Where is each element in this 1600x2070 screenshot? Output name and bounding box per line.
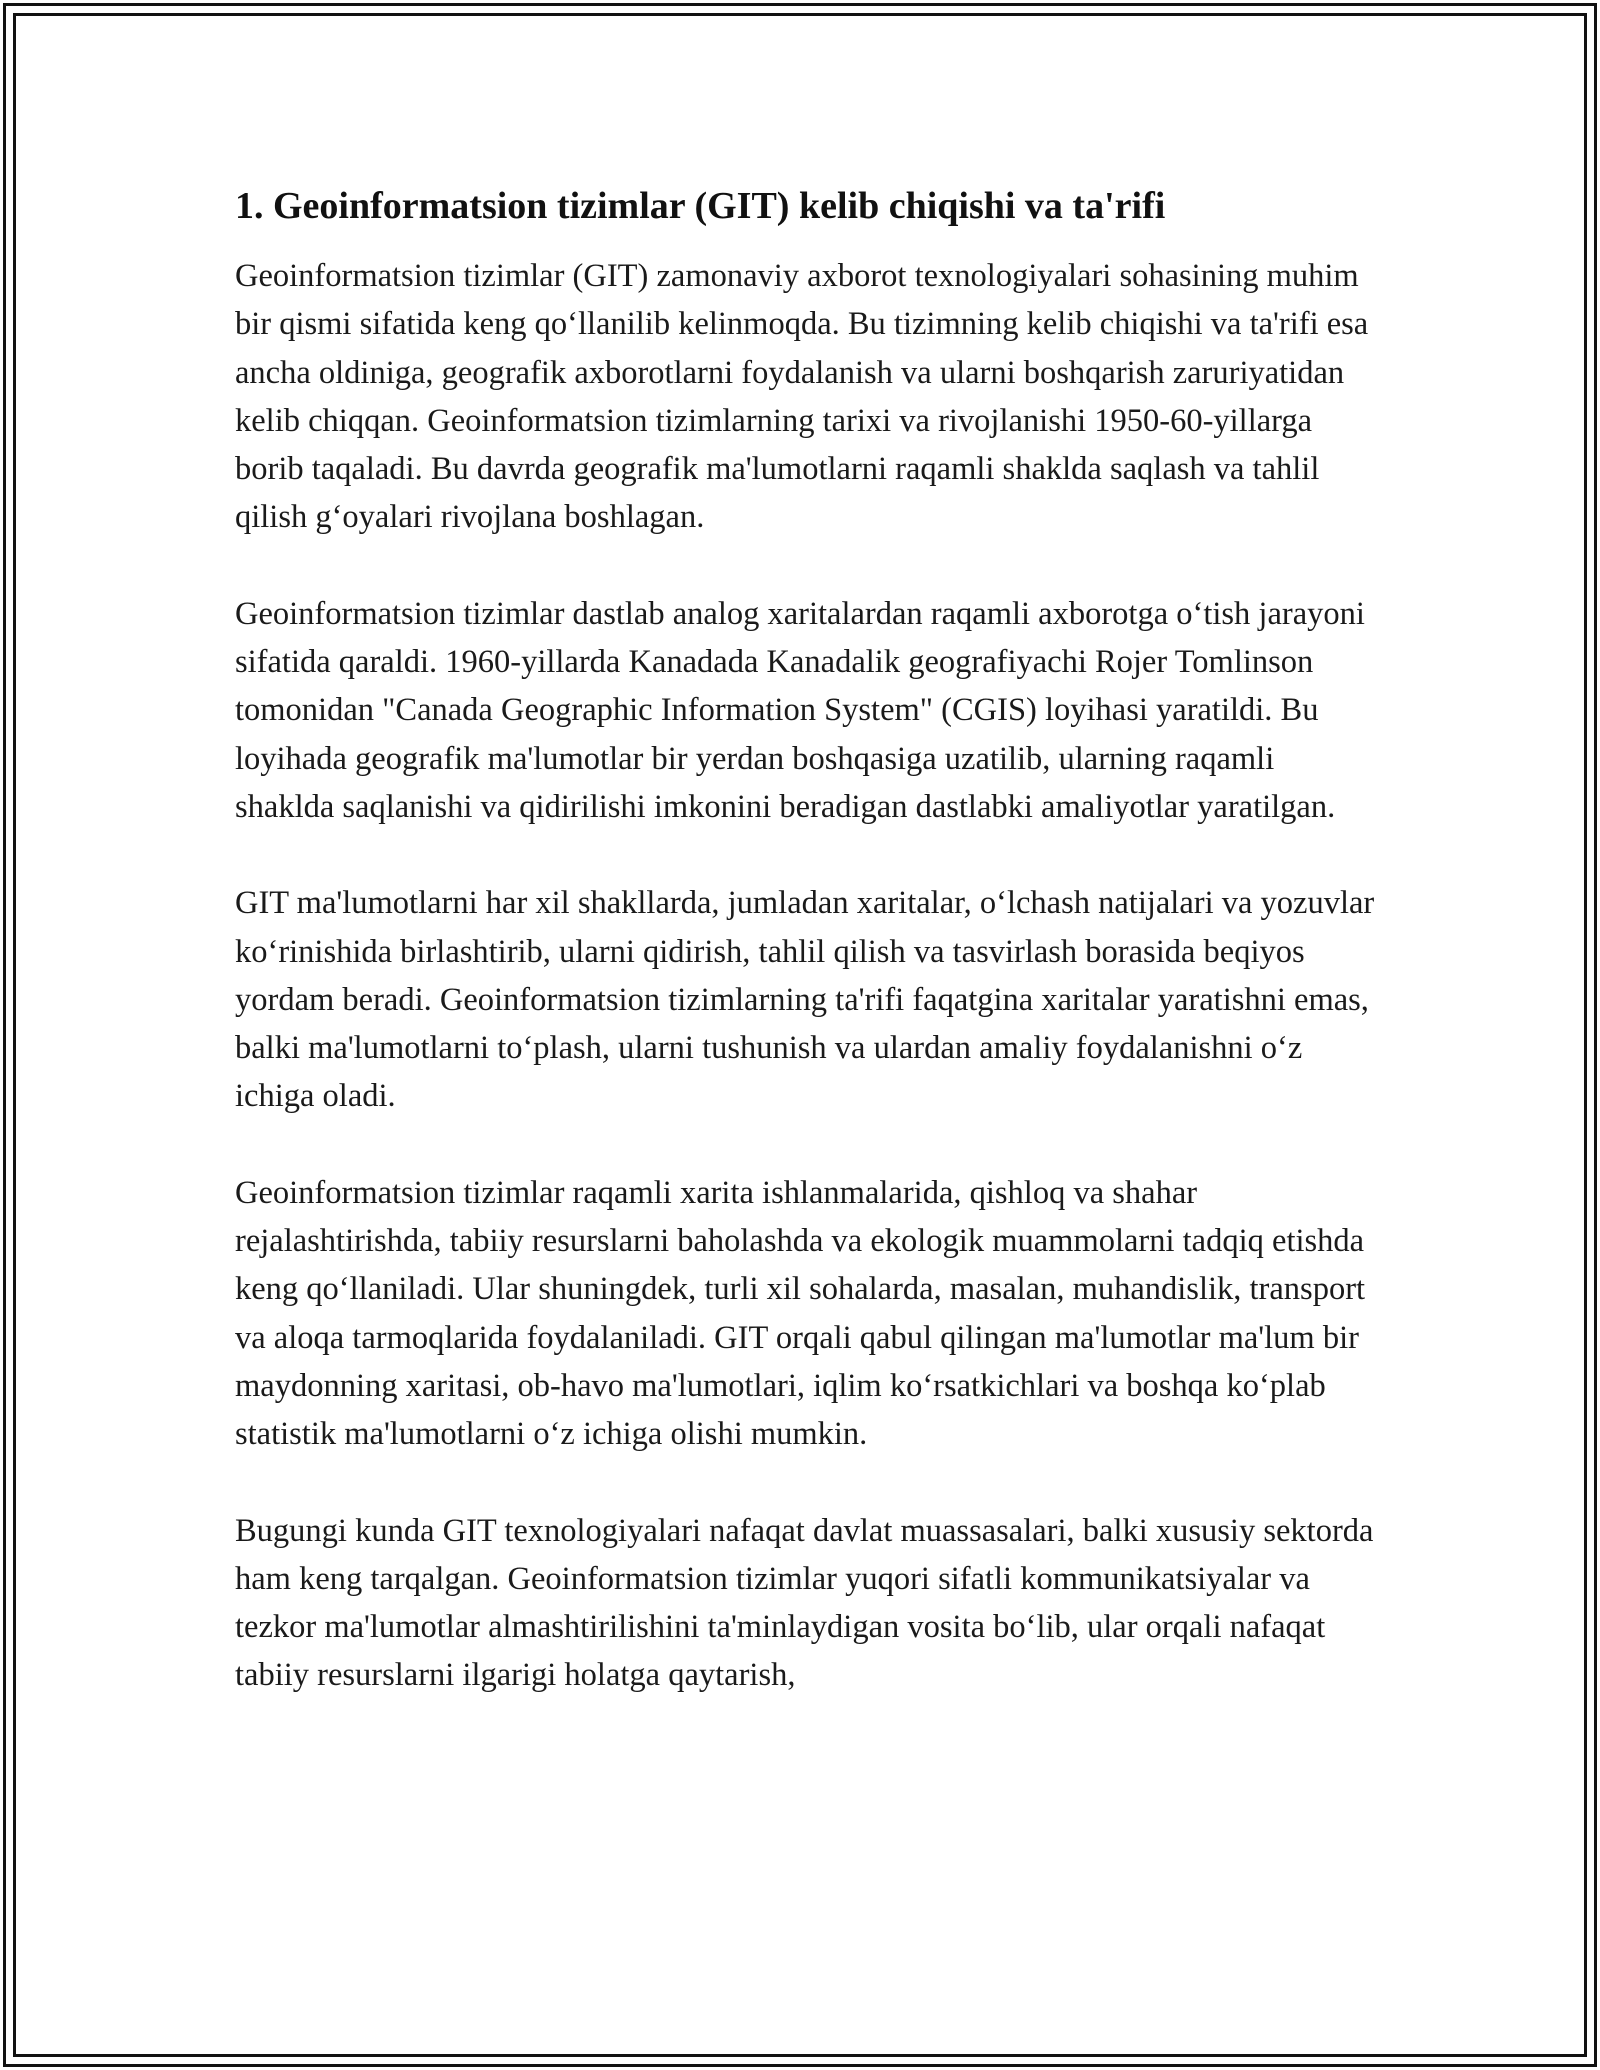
- paragraph-2: Geoinformatsion tizimlar dastlab analog xaritalardan raqamli axborotga oʻtish jarayoni sifatida qaraldi. 1960-yillarda Kanadada Kanadalik geografiyachi Rojer Tomlinson tomonidan "Canada Geographic Information System" (CGIS) loyihasi yaratildi. Bu loyihada geografik ma'lumotlar bir yerdan boshqasiga uzatilib, ularning raqamli shaklda saqlanishi va qidirilishi imkonini beradigan dastlabki amaliyotlar yaratilgan.: [235, 595, 1365, 825]
- document-body: [235, 182, 1375, 1700]
- section-heading: 1. Geoinformatsion tizimlar (GIT) kelib chiqishi va ta'rifi: [235, 185, 1166, 227]
- paragraph-3: GIT ma'lumotlarni har xil shakllarda, jumladan xaritalar, oʻlchash natijalari va yozuvlar koʻrinishida birlashtirib, ularni qidirish, tahlil qilish va tasvirlash borasida beqiyos yordam beradi. Geoinformatsion tizimlarning ta'rifi faqatgina xaritalar yaratishni emas, balki ma'lumotlarni toʻplash, ularni tushunish va ulardan amaliy foydalanishni oʻz ichiga oladi.: [235, 885, 1375, 1115]
- paragraph-5: Bugungi kunda GIT texnologiyalari nafaqat davlat muassasalari, balki xususiy sektorda ham keng tarqalgan. Geoinformatsion tizimlar yuqori sifatli kommunikatsiyalar va tezkor ma'lumotlar almashtirilishini ta'minlaydigan vosita boʻlib, ular orqali nafaqat tabiiy resurslarni ilgarigi holatga qaytarish,: [235, 1512, 1374, 1694]
- paragraph-1: Geoinformatsion tizimlar (GIT) zamonaviy axborot texnologiyalari sohasining muhim bir qismi sifatida keng qoʻllanilib kelinmoqda. Bu tizimning kelib chiqishi va ta'rifi esa ancha oldiniga, geografik axborotlarni foydalanish va ularni boshqarish zaruriyatidan kelib chiqqan. Geoinformatsion tizimlarning tarixi va rivojlanishi 1950-60-yillarga borib taqaladi. Bu davrda geografik ma'lumotlarni raqamli shaklda saqlash va tahlil qilish gʻoyalari rivojlana boshlagan.: [235, 258, 1369, 536]
- paragraph-4: Geoinformatsion tizimlar raqamli xarita ishlanmalarida, qishloq va shahar rejalashtirishda, tabiiy resurslarni baholashda va ekologik muammolarni tadqiq etishda keng qoʻllaniladi. Ular shuningdek, turli xil sohalarda, masalan, muhandislik, transport va aloqa tarmoqlarida foydalaniladi. GIT orqali qabul qilingan ma'lumotlar ma'lum bir maydonning xaritasi, ob-havo ma'lumotlari, iqlim koʻrsatkichlari va boshqa koʻplab statistik ma'lumotlarni oʻz ichiga olishi mumkin.: [235, 1174, 1366, 1453]
